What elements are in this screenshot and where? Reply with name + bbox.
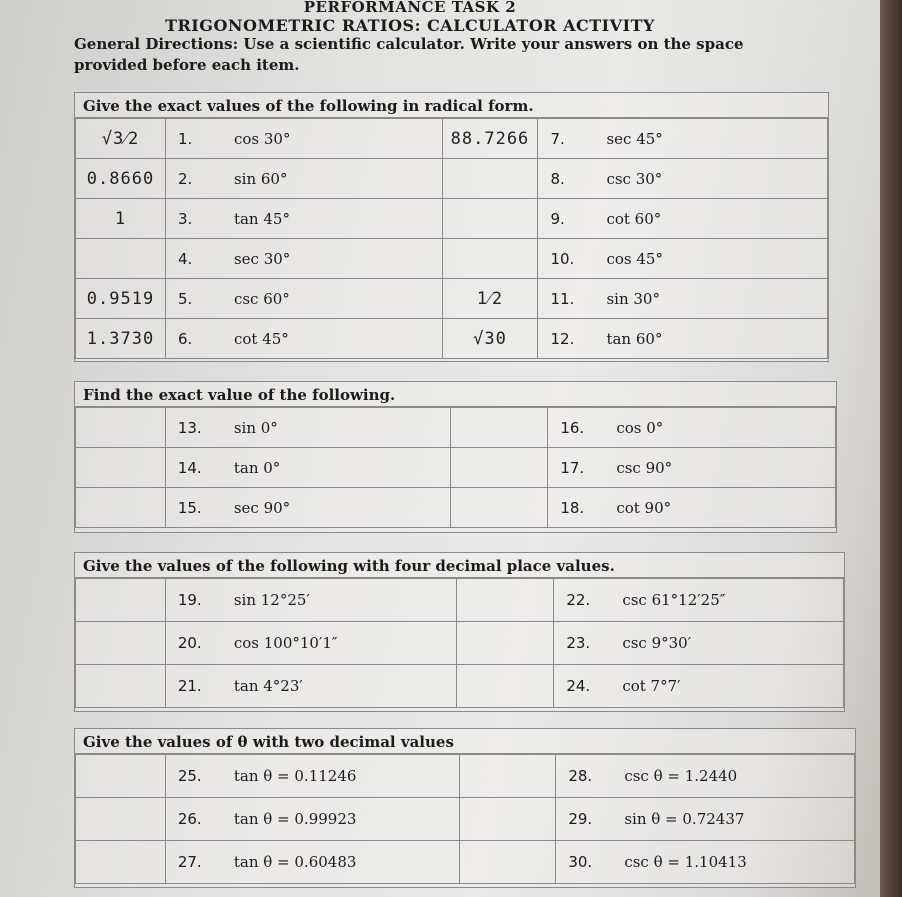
item-number: 1. xyxy=(177,129,193,148)
item-cell xyxy=(548,448,836,488)
item-number: 25. xyxy=(177,767,202,785)
item-cell xyxy=(538,239,828,279)
trig-expression: tan 0° xyxy=(233,458,281,477)
item-number: 11. xyxy=(550,289,575,308)
item-cell xyxy=(165,279,442,319)
item-number: 5. xyxy=(177,289,193,308)
answer-space[interactable] xyxy=(460,755,556,798)
trig-expression: cot 7°7′ xyxy=(622,677,681,695)
item-cell xyxy=(165,755,460,798)
item-number: 3. xyxy=(177,209,193,228)
item-number: 6. xyxy=(177,329,193,348)
item-number: 12. xyxy=(550,329,575,348)
answer-space[interactable] xyxy=(451,448,548,488)
handwritten-answer: √30 xyxy=(473,328,507,349)
item-number: 8. xyxy=(550,169,565,188)
trig-expression: csc 61°12′25″ xyxy=(622,591,726,609)
item-cell xyxy=(554,579,844,622)
trig-expression: tan 4°23′ xyxy=(233,677,303,695)
item-number: 13. xyxy=(177,418,202,437)
answer-space[interactable] xyxy=(442,159,538,199)
handwritten-answer: 1.3730 xyxy=(86,328,155,349)
item-number: 30. xyxy=(568,853,593,871)
item-cell xyxy=(165,239,442,279)
item-number: 17. xyxy=(560,458,585,477)
trig-expression: sec 45° xyxy=(606,129,663,148)
table-row xyxy=(76,448,836,488)
item-number: 9. xyxy=(550,209,565,228)
trig-expression: sin θ = 0.72437 xyxy=(624,810,745,828)
handwritten-answer: √3⁄2 xyxy=(101,128,140,149)
item-cell xyxy=(554,622,844,665)
table-row xyxy=(76,841,855,884)
answer-space[interactable] xyxy=(457,579,554,622)
answer-space[interactable] xyxy=(76,159,166,199)
trig-expression: tan 60° xyxy=(606,329,663,348)
item-cell xyxy=(538,279,828,319)
item-cell xyxy=(165,119,442,159)
answer-space[interactable] xyxy=(76,239,166,279)
answer-space[interactable] xyxy=(76,488,166,528)
trig-expression: cos 0° xyxy=(616,418,664,437)
handwritten-answer: 1⁄2 xyxy=(476,288,504,309)
four-decimal-table xyxy=(75,578,844,708)
item-cell xyxy=(165,159,442,199)
item-cell xyxy=(165,199,442,239)
table-row xyxy=(76,579,844,622)
table-row xyxy=(76,279,828,319)
answer-space[interactable] xyxy=(76,199,166,239)
item-cell xyxy=(548,408,836,448)
item-number: 21. xyxy=(177,677,202,695)
trig-expression: cot 45° xyxy=(233,329,289,348)
trig-expression: cos 30° xyxy=(233,129,291,148)
section-exact-value xyxy=(74,381,837,533)
task-title: PERFORMANCE TASK 2 xyxy=(303,0,517,16)
item-number: 7. xyxy=(550,129,565,148)
section-title: Give the values of the following with four decimal place values. xyxy=(75,553,844,578)
theta-values-table xyxy=(75,754,855,884)
table-row xyxy=(76,622,844,665)
handwritten-answer: 0.9519 xyxy=(86,288,155,309)
photo-edge xyxy=(880,0,902,897)
handwritten-answer: 88.7266 xyxy=(450,128,530,149)
section-title: Give the exact values of the following in radical form. xyxy=(75,93,828,118)
item-cell xyxy=(165,488,451,528)
handwritten-answer: 1 xyxy=(114,208,127,229)
trig-expression: csc 9°30′ xyxy=(622,634,692,652)
answer-space[interactable] xyxy=(442,239,538,279)
trig-expression: sin 0° xyxy=(233,418,278,437)
section-title: Give the values of θ with two decimal values xyxy=(75,729,855,754)
trig-expression: cos 45° xyxy=(606,249,663,268)
item-number: 24. xyxy=(566,677,591,695)
section-title: Find the exact value of the following. xyxy=(75,382,836,407)
item-number: 28. xyxy=(568,767,593,785)
answer-space[interactable] xyxy=(442,199,538,239)
item-cell xyxy=(165,408,451,448)
handwritten-answer: 0.8660 xyxy=(86,168,155,189)
item-cell xyxy=(165,319,442,359)
trig-expression: sin 12°25′ xyxy=(233,591,310,609)
item-number: 23. xyxy=(566,634,591,652)
answer-space[interactable] xyxy=(451,488,548,528)
trig-expression: csc 90° xyxy=(616,458,673,477)
answer-space[interactable] xyxy=(76,119,166,159)
item-cell xyxy=(556,755,855,798)
table-row xyxy=(76,239,828,279)
item-number: 16. xyxy=(560,418,585,437)
answer-space[interactable] xyxy=(76,755,166,798)
answer-space[interactable] xyxy=(457,622,554,665)
item-cell xyxy=(165,798,460,841)
trig-expression: sec 30° xyxy=(233,249,291,268)
section-four-decimal xyxy=(74,552,845,712)
answer-space[interactable] xyxy=(76,448,166,488)
item-cell xyxy=(165,448,451,488)
item-number: 20. xyxy=(177,634,202,652)
section-theta-values xyxy=(74,728,856,888)
item-number: 18. xyxy=(560,498,585,517)
answer-space[interactable] xyxy=(460,841,556,884)
exact-value-table xyxy=(75,407,836,528)
trig-expression: csc θ = 1.10413 xyxy=(624,853,747,871)
item-number: 19. xyxy=(177,591,202,609)
activity-title: TRIGONOMETRIC RATIOS: CALCULATOR ACTIVITY xyxy=(165,16,655,35)
item-cell xyxy=(556,841,855,884)
trig-expression: csc 30° xyxy=(606,169,663,188)
trig-expression: sec 90° xyxy=(233,498,291,517)
table-row xyxy=(76,319,828,359)
trig-expression: tan θ = 0.60483 xyxy=(233,853,357,871)
answer-space[interactable] xyxy=(442,119,538,159)
table-row xyxy=(76,798,855,841)
item-cell xyxy=(554,665,844,708)
table-row xyxy=(76,119,828,159)
table-row xyxy=(76,199,828,239)
item-cell xyxy=(165,841,460,884)
trig-expression: sin 30° xyxy=(606,289,660,308)
general-directions: General Directions: Use a scientific calculator. Write your answers on the space provided before each item. xyxy=(74,35,744,74)
answer-space[interactable] xyxy=(451,408,548,448)
table-row xyxy=(76,665,844,708)
answer-space[interactable] xyxy=(76,841,166,884)
answer-space[interactable] xyxy=(76,798,166,841)
answer-space[interactable] xyxy=(76,408,166,448)
item-number: 22. xyxy=(566,591,591,609)
trig-expression: tan θ = 0.99923 xyxy=(233,810,357,828)
answer-space[interactable] xyxy=(76,279,166,319)
radical-form-table xyxy=(75,118,828,359)
item-cell xyxy=(165,579,457,622)
answer-space[interactable] xyxy=(76,665,166,708)
item-cell xyxy=(538,159,828,199)
answer-space[interactable] xyxy=(442,279,538,319)
item-number: 2. xyxy=(177,169,193,188)
item-number: 29. xyxy=(568,810,593,828)
answer-space[interactable] xyxy=(442,319,538,359)
item-cell xyxy=(556,798,855,841)
item-number: 15. xyxy=(177,498,202,517)
trig-expression: cot 90° xyxy=(616,498,672,517)
trig-expression: tan θ = 0.11246 xyxy=(233,767,357,785)
table-row xyxy=(76,488,836,528)
item-number: 4. xyxy=(177,249,193,268)
trig-expression: sin 60° xyxy=(233,169,288,188)
table-row xyxy=(76,408,836,448)
answer-space[interactable] xyxy=(460,798,556,841)
answer-space[interactable] xyxy=(76,319,166,359)
item-number: 14. xyxy=(177,458,202,477)
trig-expression: csc θ = 1.2440 xyxy=(624,767,738,785)
item-cell xyxy=(538,319,828,359)
trig-expression: tan 45° xyxy=(233,209,290,228)
trig-expression: csc 60° xyxy=(233,289,290,308)
item-cell xyxy=(538,119,828,159)
item-cell xyxy=(165,622,457,665)
answer-space[interactable] xyxy=(76,579,166,622)
trig-expression: cos 100°10′1″ xyxy=(233,634,338,652)
section-radical-form xyxy=(74,92,829,362)
item-cell xyxy=(165,665,457,708)
item-cell xyxy=(538,199,828,239)
item-number: 10. xyxy=(550,249,575,268)
answer-space[interactable] xyxy=(76,622,166,665)
item-cell xyxy=(548,488,836,528)
item-number: 26. xyxy=(177,810,202,828)
item-number: 27. xyxy=(177,853,202,871)
trig-expression: cot 60° xyxy=(606,209,662,228)
table-row xyxy=(76,755,855,798)
answer-space[interactable] xyxy=(457,665,554,708)
table-row xyxy=(76,159,828,199)
